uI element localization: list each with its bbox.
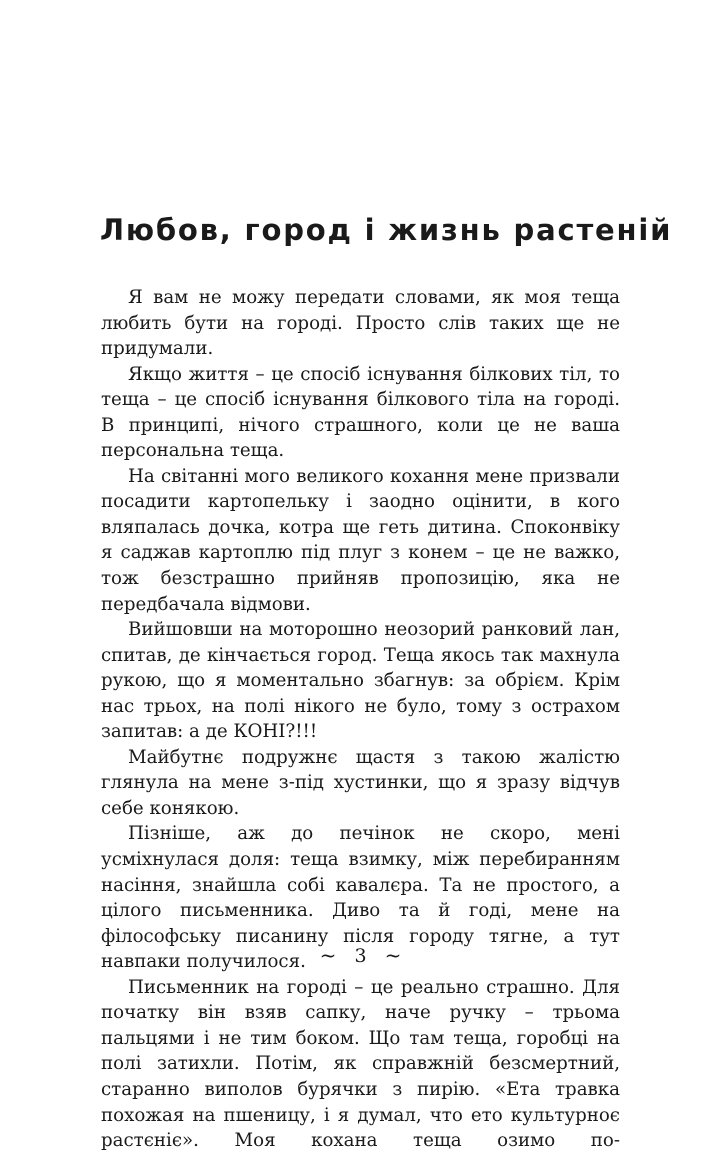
chapter-title: Любов, город і жизнь растеній (100, 213, 673, 247)
paragraph: Вийшовши на моторошно неозорий ранковий лан, спитав, де кінчається город. Теща якось так махнула рукою, що я моментально збагнув: за обрієм. Крім нас трьох, на полі нікого не було, тому з острахом запитав: а де КОНІ?!!! (101, 619, 620, 743)
paragraph: Я вам не можу передати словами, як моя теща любить бути на городі. Просто слів таких ще не придумали. (101, 287, 620, 360)
page-footer (0, 940, 721, 971)
ornament-right: ~ (384, 943, 402, 967)
paragraph: На світанні мого великого кохання мене призвали посадити картопельку і заодно оцінити, в кого вляпалась дочка, котра ще геть дитина. Споконвіку я саджав картоплю під плуг з конем – це не важко, тож безстрашно прийняв пропозицію, яка не передбачала відмови. (101, 465, 620, 615)
paragraph: Пізніше, аж до печінок не скоро, мені усміхнулася доля: теща взимку, між перебиранням насіння, знайшла собі кавалєра. Та не простого, а цілого письменника. Диво та й годі, мене на філософську писанину після городу тягне, а тут навпаки получилося. (101, 823, 620, 973)
ornament-left: ~ (319, 943, 337, 967)
paragraph: Майбутнє подружнє щастя з такою жалістю глянула на мене з-під хустинки, що я зразу відчув себе конякою. (101, 746, 620, 819)
page-number: 3 (354, 945, 367, 967)
body-text (101, 285, 620, 1154)
paragraph: Якщо життя – це спосіб існування білкових тіл, то теща – це спосіб існування білкового тіла на городі. В принципі, нічого страшного, коли це не ваша персональна теща. (101, 363, 620, 462)
paragraph: Письменник на городі – це реально страшно. Для початку він взяв сапку, наче ручку – трьома пальцями і не тим боком. Що там теща, горобці на полі затихли. Потім, як справжній безсмертний, старанно виполов бурячки з пирію. «Ета травка похожая на пшеницу, і я думал, что ето культурноє растєніє». Моя кохана теща озимо по- (101, 976, 620, 1152)
